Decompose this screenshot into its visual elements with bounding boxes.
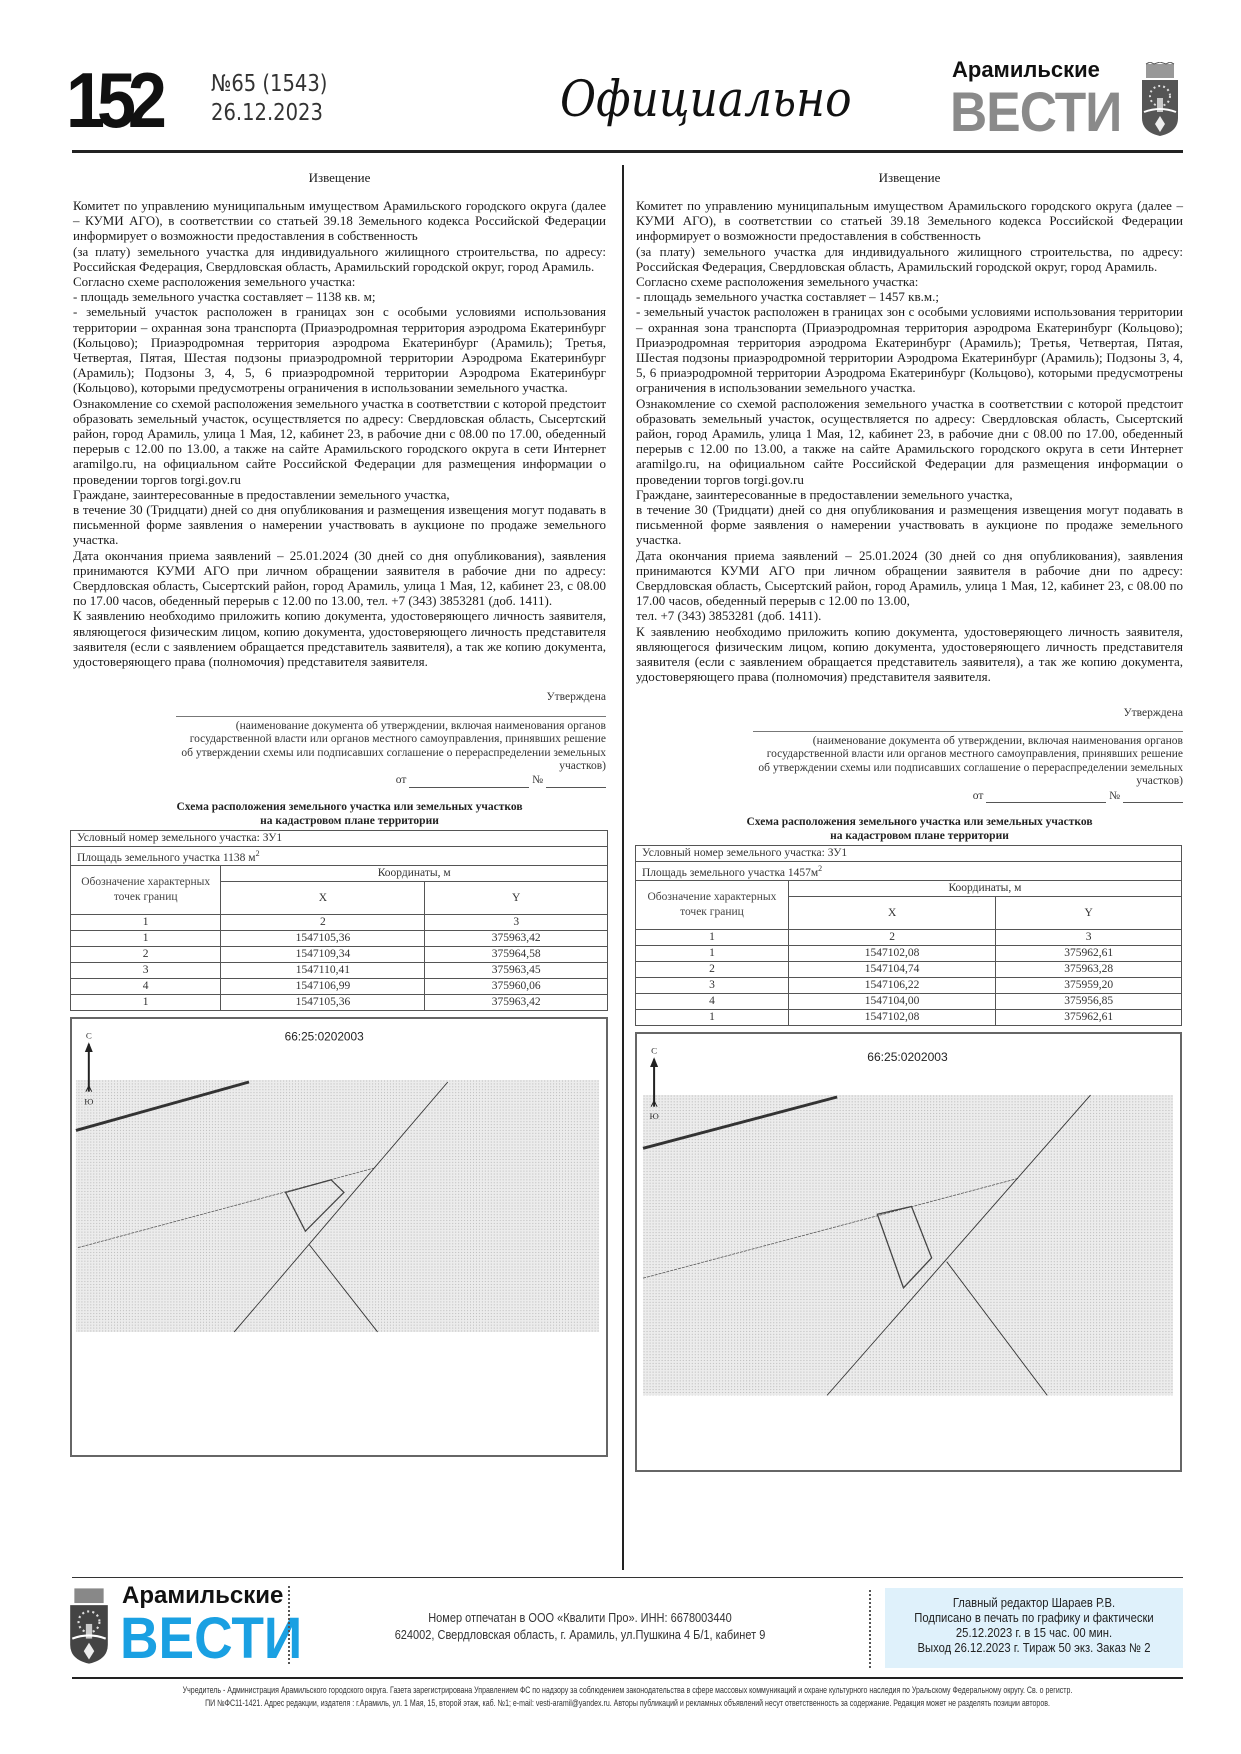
masthead-logo-big: ВЕСТИ — [950, 80, 1122, 143]
print-line: 624002, Свердловская область, г. Арамиль, ул.Пушкина 4 Б/1, кабинет 9 — [394, 1628, 766, 1642]
notice-paragraph: Ознакомление со схемой расположения земельного участка в соответствии с которой предстоит образовать земельный участок, осуществляется по адресу: Свердловская область, Сысертский район, город Арамиль, улица 1 Мая, 12, кабинет 23, в рабочие дни с 08.00 по 17.00, обеденный перерыв с 12.00 по 13.00, а также на сайте Арамильского городского округа в сети Интернет aramilgo.ru, на официальном сайте Российской Федерации для размещения информации о проведении торгов torgi.gov.ru — [636, 395, 1183, 487]
parcel-number: Условный номер земельного участка: ЗУ1 — [636, 845, 1182, 861]
coordinates-table — [635, 845, 1182, 1026]
footer-logo-top: Арамильские — [122, 1582, 284, 1609]
editor-line: Главный редактор Шараев Р.В. — [952, 1596, 1116, 1610]
y-cell: 375959,20 — [996, 977, 1182, 993]
x-cell: 1547110,41 — [221, 962, 425, 978]
content-bottom-rule — [72, 1577, 1183, 1578]
column-number-row — [71, 914, 608, 930]
table-row — [71, 978, 608, 994]
point-cell: 1 — [636, 1009, 789, 1025]
approval-label: Утверждена — [1123, 706, 1183, 719]
notice-paragraph: Дата окончания приема заявлений – 25.01.2024 (30 дней со дня опубликования), заявления принимаются КУМИ АГО при личном обращении заявителя в рабочие дни по адресу: Свердловская область, Сысертский район, город Арамиль, улица 1 Мая, 12, кабинет 23, с 08.00 по 17.00 часов, обеденный перерыв с 12.00 по 13.00, — [636, 547, 1183, 609]
parcel-area-text: Площадь земельного участка 1457м — [642, 866, 819, 879]
point-cell: 3 — [636, 977, 789, 993]
approval-caption: (наименование документа об утверждении, включая наименования органов государственной власти или органов местного самоуправления, принявших решение об утверждении схемы или подписавших соглашение о перераспределении земельных участков) — [758, 734, 1183, 788]
x-cell: 1547102,08 — [788, 945, 995, 961]
approval-block — [753, 707, 1183, 803]
footer-separator — [288, 1586, 290, 1664]
coords-header: Координаты, м — [788, 880, 1181, 896]
column-number-row — [636, 929, 1182, 945]
parcel-number: Условный номер земельного участка: ЗУ1 — [71, 830, 608, 846]
notice-paragraph: (за плату) земельного участка для индивидуального жилищного строительства, по адресу: Российская Федерация, Свердловская область, Арамильский городской округ, город Арамиль. — [73, 243, 606, 274]
point-cell: 2 — [636, 961, 789, 977]
approval-label: Утверждена — [546, 691, 606, 704]
approval-caption: (наименование документа об утверждении, включая наименования органов государственной власти или органов местного самоуправления, принявших решение об утверждении схемы или подписавших соглашение о перераспределении земельных участков) — [181, 719, 606, 772]
y-cell: 375963,28 — [996, 961, 1182, 977]
x-cell: 1547105,36 — [221, 994, 425, 1010]
x-cell: 1547104,00 — [788, 993, 995, 1009]
scheme-title-line: на кадастровом плане территории — [830, 829, 1009, 842]
approval-underline — [753, 730, 1183, 732]
x-cell: 1547105,36 — [221, 930, 425, 946]
approval-number-blank — [546, 773, 606, 787]
notice-column-left — [73, 170, 606, 1457]
page-number: 152 — [66, 56, 159, 144]
coords-header: Координаты, м — [221, 865, 608, 881]
print-line: Номер отпечатан в ООО «Квалити Про». ИНН: 6678003440 — [428, 1611, 732, 1625]
coat-of-arms-icon — [1138, 62, 1182, 141]
y-header: Y — [425, 881, 608, 914]
y-cell: 375960,06 — [425, 978, 608, 994]
scheme-title-line: Схема расположения земельного участка или земельных участков — [746, 815, 1093, 828]
parcel-area-unit-sup: 2 — [818, 863, 823, 873]
y-cell: 375962,61 — [996, 1009, 1182, 1025]
notice-paragraph: (за плату) земельного участка для индивидуального жилищного строительства, по адресу: Российская Федерация, Свердловская область, Арамильский городской округ, город Арамиль. — [636, 243, 1183, 274]
table-row — [636, 977, 1182, 993]
notice-paragraph: К заявлению необходимо приложить копию документа, удостоверяющего личность заявителя, являющегося физическим лицом, копию документа, удостоверяющего личность представителя заявителя (если с заявлением обращается представитель заявителя), а так же копию документа, удостоверяющего права (полномочия) представителя заявителя. — [636, 623, 1183, 685]
approval-underline — [176, 715, 606, 717]
x-header: X — [788, 896, 995, 929]
footer-coat-of-arms-icon — [66, 1586, 112, 1669]
table-row — [636, 1009, 1182, 1025]
notice-paragraph: - земельный участок расположен в границах зон с особыми условиями использования территории – охранная зона транспорта (Приаэродромная территория аэродрома Екатеринбург (Кольцово); Приаэродромная территория аэродрома Екатеринбург (Арамиль); Третья, Четвертая, Пятая, Шестая подзоны приаэродромной территории Аэродрома Екатеринбург (Арамиль); Подзоны 3, 4, 5, 6 приаэродромной территории Аэродрома Екатеринбург (Кольцово), которыми предусмотрены ограничения в использовании земельного участка. — [636, 304, 1183, 396]
editor-line: Подписано в печать по графику и фактически — [914, 1611, 1154, 1625]
parcel-area — [71, 846, 608, 865]
south-label: Ю — [649, 1111, 659, 1121]
parcel-area-text: Площадь земельного участка 1138 м — [77, 851, 256, 864]
footer-separator — [869, 1590, 871, 1668]
north-label: С — [85, 1030, 92, 1040]
approval-date-blank — [986, 789, 1106, 803]
notice-paragraph: Ознакомление со схемой расположения земельного участка в соответствии с которой предстоит образовать земельный участок, осуществляется по адресу: Свердловская область, Сысертский район, город Арамиль, улица 1 Мая, 12, кабинет 23, в рабочие дни с 08.00 по 17.00, обеденный перерыв с 12.00 по 13.00, а также на сайте Арамильского городского округа в сети Интернет aramilgo.ru, на официальном сайте Российской Федерации для размещения информации о проведении торгов torgi.gov.ru — [73, 395, 606, 487]
x-header: X — [221, 881, 425, 914]
table-row — [71, 930, 608, 946]
table-row — [71, 994, 608, 1010]
footer-rule — [72, 1677, 1183, 1679]
x-cell: 1547104,74 — [788, 961, 995, 977]
approval-block — [176, 691, 606, 787]
notice-paragraph: Граждане, заинтересованные в предоставлении земельного участка, — [73, 486, 450, 502]
y-cell: 375962,61 — [996, 945, 1182, 961]
notice-paragraph: К заявлению необходимо приложить копию документа, удостоверяющего личность заявителя, являющегося физическим лицом, копию документа, удостоверяющего личность представителя заявителя (если с заявлением обращается представитель заявителя), а так же копию документа, удостоверяющего права (полномочия) представителя заявителя. — [73, 608, 606, 670]
south-label: Ю — [84, 1095, 94, 1106]
point-cell: 3 — [71, 962, 221, 978]
notice-paragraph: Согласно схеме расположения земельного участка: — [636, 274, 919, 290]
notice-paragraph: Согласно схеме расположения земельного участка: — [73, 274, 356, 290]
notice-paragraph: Граждане, заинтересованные в предоставлении земельного участка, — [636, 486, 1013, 502]
masthead-logo-top: Арамильские — [952, 57, 1100, 82]
notice-paragraph: тел. +7 (343) 3853281 (доб. 1411). — [636, 608, 822, 624]
print-info — [334, 1610, 827, 1644]
map-shaded-area — [76, 1080, 599, 1332]
cadastral-block-label: 66:25:0202003 — [867, 1050, 948, 1064]
notice-paragraph: Комитет по управлению муниципальным имуществом Арамильского городского округа (далее – КУМИ АГО), в соответствии со статьей 39.18 Земельного кодекса Российской Федерации информирует о возможности предоставления в собственность — [73, 198, 606, 244]
notice-paragraph: в течение 30 (Тридцати) дней со дня опубликования и размещения извещения могут подавать в письменной форме заявления о намерении участвовать в аукционе по продаже земельного участка. — [636, 502, 1183, 548]
notice-paragraph: Дата окончания приема заявлений – 25.01.2024 (30 дней со дня опубликования), заявления принимаются КУМИ АГО при личном обращении заявителя в рабочие дни по адресу: Свердловская область, Сысертский район, город Арамиль, улица 1 Мая, 12, кабинет 23, с 08.00 по 17.00 часов, обеденный перерыв с 12.00 по 13.00, тел. +7 (343) 3853281 (доб. 1411). — [73, 547, 606, 609]
y-header: Y — [996, 896, 1182, 929]
issue-info — [211, 70, 327, 128]
point-cell: 1 — [636, 945, 789, 961]
scheme-title-line: на кадастровом плане территории — [260, 814, 439, 827]
legal-line: ПИ №ФС11-1421. Адрес редакции, издателя : г.Арамиль, ул. 1 Мая, 15, второй этаж, каб. №1; e-mail: vesti-aramil@yandex.ru. Авторы публикаций и рекламных объявлений несут ответственность за содержание. Редакция может не разделять позиции авторов. — [205, 1698, 1050, 1708]
notice-paragraph: Комитет по управлению муниципальным имуществом Арамильского городского округа (далее – КУМИ АГО), в соответствии со статьей 39.18 Земельного кодекса Российской Федерации информирует о возможности предоставления в собственность — [636, 198, 1183, 244]
point-cell: 4 — [636, 993, 789, 1009]
x-cell: 1547109,34 — [221, 946, 425, 962]
y-cell: 375964,58 — [425, 946, 608, 962]
footer-logo-big: ВЕСТИ — [120, 1606, 303, 1671]
table-cell: 1 — [71, 914, 221, 930]
table-cell: 3 — [996, 929, 1182, 945]
section-title: Официально — [560, 70, 852, 128]
notice-column-right — [636, 170, 1183, 1472]
point-cell: 2 — [71, 946, 221, 962]
editor-line: 25.12.2023 г. в 15 час. 00 мин. — [955, 1626, 1113, 1640]
approval-date-number — [176, 773, 606, 787]
approval-number-label: № — [1109, 789, 1121, 802]
column-divider — [622, 165, 624, 1570]
notice-paragraph: - земельный участок расположен в границах зон с особыми условиями использования территории – охранная зона транспорта (Приаэродромная территория аэродрома Екатеринбург (Кольцово); Приаэродромная территория аэродрома Екатеринбург (Арамиль); Третья, Четвертая, Пятая, Шестая подзоны приаэродромной территории Аэродрома Екатеринбург (Арамиль); Подзоны 3, 4, 5, 6 приаэродромной территории Аэродрома Екатеринбург (Кольцово), которыми предусмотрены ограничения в использовании земельного участка. — [73, 304, 606, 396]
approval-from-label: от — [972, 789, 984, 802]
y-cell: 375963,42 — [425, 994, 608, 1010]
notice-paragraph: - площадь земельного участка составляет – 1138 кв. м; — [73, 289, 376, 305]
legal-line: Учредитель - Администрация Арамильского городского округа. Газета зарегистрирована Управлением ФС по надзору за соблюдением законодательства в сфере массовых коммуникаций и охране культурного наследия по Уральскому Федеральному округу. Св. о регистр. — [182, 1685, 1073, 1695]
point-cell: 4 — [71, 978, 221, 994]
y-cell: 375963,45 — [425, 962, 608, 978]
approval-number-label: № — [532, 774, 544, 787]
coordinates-table — [70, 830, 608, 1011]
table-cell: 2 — [221, 914, 425, 930]
legal-info — [169, 1684, 1086, 1710]
table-cell: 2 — [788, 929, 995, 945]
point-cell: 1 — [71, 994, 221, 1010]
y-cell: 375963,42 — [425, 930, 608, 946]
point-cell: 1 — [71, 930, 221, 946]
x-cell: 1547102,08 — [788, 1009, 995, 1025]
notice-paragraph: в течение 30 (Тридцати) дней со дня опубликования и размещения извещения могут подавать в письменной форме заявления о намерении участвовать в аукционе по продаже земельного участка. — [73, 502, 606, 548]
notice-body — [73, 198, 606, 669]
approval-from-label: от — [395, 774, 407, 787]
cadastral-map — [70, 1017, 608, 1457]
point-header: Обозначение характерных точек границ — [636, 880, 789, 929]
north-label: С — [651, 1045, 658, 1056]
scheme-title — [636, 815, 1183, 843]
point-header: Обозначение характерных точек границ — [71, 865, 221, 914]
approval-date-blank — [409, 773, 529, 787]
issue-date: 26.12.2023 — [211, 100, 323, 126]
notice-title: Извещение — [308, 170, 371, 185]
notice-body — [636, 198, 1183, 685]
table-row — [636, 961, 1182, 977]
y-cell: 375956,85 — [996, 993, 1182, 1009]
issue-number: №65 (1543) — [211, 71, 328, 97]
parcel-area — [636, 861, 1182, 880]
table-row — [636, 945, 1182, 961]
header-rule — [72, 150, 1183, 153]
table-cell: 1 — [636, 929, 789, 945]
notice-title: Извещение — [878, 170, 941, 185]
table-row — [636, 993, 1182, 1009]
approval-date-number — [753, 789, 1183, 803]
approval-number-blank — [1123, 789, 1183, 803]
parcel-area-unit-sup: 2 — [255, 848, 260, 858]
notice-paragraph: - площадь земельного участка составляет – 1457 кв.м.; — [636, 289, 939, 305]
editor-line: Выход 26.12.2023 г. Тираж 50 экз. Заказ № 2 — [917, 1641, 1151, 1655]
table-row — [71, 946, 608, 962]
editor-info-box — [885, 1588, 1183, 1668]
x-cell: 1547106,22 — [788, 977, 995, 993]
scheme-title — [73, 800, 606, 828]
table-row — [71, 962, 608, 978]
cadastral-block-label: 66:25:0202003 — [284, 1029, 364, 1043]
x-cell: 1547106,99 — [221, 978, 425, 994]
map-shaded-area — [643, 1095, 1173, 1395]
cadastral-map — [635, 1032, 1182, 1472]
table-cell: 3 — [425, 914, 608, 930]
scheme-title-line: Схема расположения земельного участка или земельных участков — [176, 800, 523, 813]
